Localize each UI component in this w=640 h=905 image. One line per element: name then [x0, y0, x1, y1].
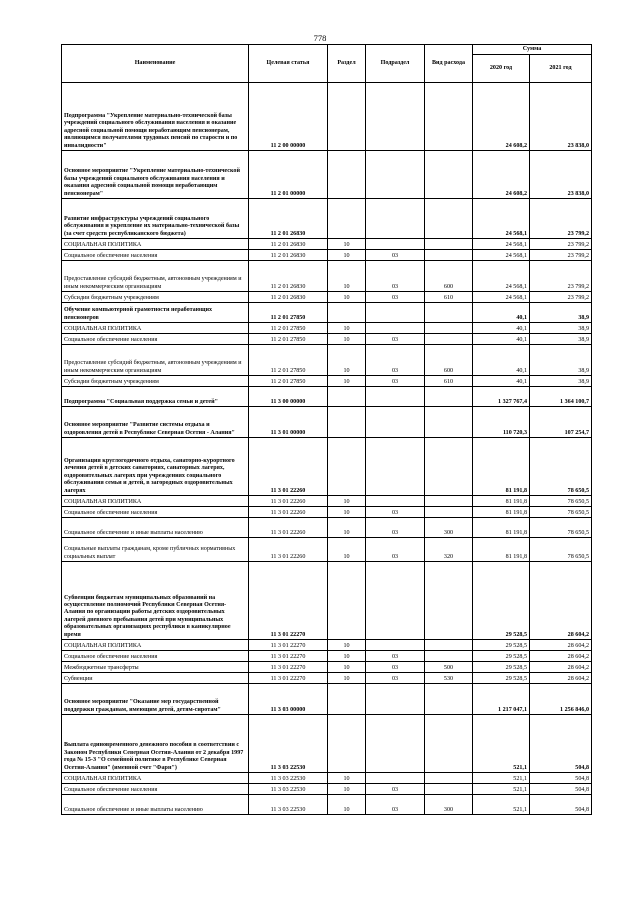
row-expense-type: 530 — [425, 673, 473, 684]
row-sum-2020: 24 568,1 — [473, 239, 530, 250]
row-sum-2020: 29 528,5 — [473, 662, 530, 673]
row-target-code: 11 3 03 22530 — [249, 773, 328, 784]
row-section — [328, 83, 366, 151]
row-target-code: 11 2 01 26830 — [249, 239, 328, 250]
table-row — [62, 376, 592, 387]
row-section: 10 — [328, 773, 366, 784]
row-target-code: 11 3 01 22260 — [249, 438, 328, 496]
row-expense-type: 610 — [425, 292, 473, 303]
row-sum-2020: 24 568,1 — [473, 261, 530, 292]
row-target-code: 11 3 01 22270 — [249, 662, 328, 673]
row-subsection: 03 — [366, 784, 425, 795]
table-row — [62, 518, 592, 538]
row-expense-type — [425, 334, 473, 345]
row-name: Организация круглогодичного отдыха, санаторно-курортного лечения детей в детских санаториях, санаторных лагерях, оздоровительных лагерях при учреждениях социального обслуживания семьи и детей, в загородных оздоровительных лагерях — [62, 438, 249, 496]
table-row — [62, 407, 592, 438]
row-subsection: 03 — [366, 673, 425, 684]
row-expense-type — [425, 199, 473, 239]
row-subsection — [366, 387, 425, 407]
row-name: Подпрограмма "Социальная поддержка семьи и детей" — [62, 387, 249, 407]
row-section — [328, 407, 366, 438]
row-sum-2021: 23 838,0 — [530, 151, 592, 199]
row-subsection — [366, 303, 425, 323]
row-sum-2020: 521,1 — [473, 795, 530, 815]
row-target-code: 11 2 01 26830 — [249, 292, 328, 303]
row-target-code: 11 3 00 00000 — [249, 387, 328, 407]
header-expense-type: Вид расхода — [425, 45, 473, 83]
row-sum-2021: 504,8 — [530, 784, 592, 795]
row-name: СОЦИАЛЬНАЯ ПОЛИТИКА — [62, 640, 249, 651]
row-sum-2021: 23 799,2 — [530, 250, 592, 261]
row-sum-2020: 29 528,5 — [473, 562, 530, 640]
row-name: Выплата единовременного денежного пособия в соответствии с Законом Республики Северная Осетия-Алания от 2 декабря 1997 года № 15-З "О семейной политике в Республике Северная Осетия-Алания" (именной счет "Фарн") — [62, 715, 249, 773]
row-subsection: 03 — [366, 795, 425, 815]
budget-table — [61, 44, 592, 815]
table-row — [62, 387, 592, 407]
row-sum-2021: 28 604,2 — [530, 662, 592, 673]
row-sum-2021: 28 604,2 — [530, 562, 592, 640]
row-subsection: 03 — [366, 507, 425, 518]
row-name: Основное мероприятие "Оказание мер государственной поддержки гражданам, имеющим детей, детям-сиротам" — [62, 684, 249, 715]
row-section — [328, 303, 366, 323]
row-section: 10 — [328, 334, 366, 345]
row-target-code: 11 3 01 22260 — [249, 496, 328, 507]
row-sum-2020: 40,1 — [473, 345, 530, 376]
row-sum-2021: 23 799,2 — [530, 239, 592, 250]
row-section — [328, 562, 366, 640]
row-name: Социальное обеспечение и иные выплаты населению — [62, 518, 249, 538]
row-expense-type — [425, 239, 473, 250]
row-sum-2021: 504,8 — [530, 715, 592, 773]
row-target-code: 11 3 03 22530 — [249, 795, 328, 815]
table-row — [62, 83, 592, 151]
row-sum-2021: 504,8 — [530, 795, 592, 815]
row-sum-2021: 78 650,5 — [530, 438, 592, 496]
row-sum-2020: 110 720,3 — [473, 407, 530, 438]
table-row — [62, 345, 592, 376]
table-row — [62, 662, 592, 673]
row-sum-2021: 28 604,2 — [530, 640, 592, 651]
row-expense-type — [425, 407, 473, 438]
row-subsection — [366, 407, 425, 438]
table-row — [62, 438, 592, 496]
row-target-code: 11 3 01 00000 — [249, 407, 328, 438]
row-section — [328, 199, 366, 239]
row-expense-type — [425, 562, 473, 640]
row-name: Субвенции — [62, 673, 249, 684]
row-section: 10 — [328, 292, 366, 303]
row-sum-2021: 38,9 — [530, 323, 592, 334]
row-name: Основное мероприятие "Укрепление материально-технической базы учреждений социального обслуживания населения и оказания адресной социальной помощи неработающим пенсионерам" — [62, 151, 249, 199]
row-subsection: 03 — [366, 662, 425, 673]
row-sum-2021: 78 650,5 — [530, 518, 592, 538]
row-subsection: 03 — [366, 334, 425, 345]
row-sum-2020: 40,1 — [473, 376, 530, 387]
header-section: Раздел — [328, 45, 366, 83]
table-row — [62, 673, 592, 684]
table-row — [62, 199, 592, 239]
page-number: 778 — [313, 33, 327, 43]
row-sum-2020: 521,1 — [473, 784, 530, 795]
row-section: 10 — [328, 795, 366, 815]
row-section — [328, 438, 366, 496]
row-expense-type — [425, 387, 473, 407]
row-expense-type — [425, 507, 473, 518]
row-sum-2021: 504,8 — [530, 773, 592, 784]
row-sum-2021: 28 604,2 — [530, 673, 592, 684]
row-sum-2021: 1 364 100,7 — [530, 387, 592, 407]
row-sum-2020: 40,1 — [473, 303, 530, 323]
row-sum-2021: 28 604,2 — [530, 651, 592, 662]
row-name: Социальные выплаты гражданам, кроме публичных нормативных социальных выплат — [62, 538, 249, 562]
row-target-code: 11 3 01 22260 — [249, 538, 328, 562]
row-sum-2021: 23 799,2 — [530, 292, 592, 303]
table-row — [62, 303, 592, 323]
row-subsection — [366, 773, 425, 784]
row-target-code: 11 3 03 22530 — [249, 784, 328, 795]
row-sum-2020: 81 191,8 — [473, 438, 530, 496]
row-target-code: 11 2 01 27850 — [249, 345, 328, 376]
header-name: Наименование — [62, 45, 249, 83]
row-name: Межбюджетные трансферты — [62, 662, 249, 673]
row-subsection: 03 — [366, 250, 425, 261]
row-subsection — [366, 239, 425, 250]
row-name: Подпрограмма "Укрепление материально-технической базы учреждений социального обслуживания населения и оказание адресной социальной помощи неработающим пенсионерам, являющимся получателями трудовых пенсий по старости и по инвалидности" — [62, 83, 249, 151]
row-target-code: 11 3 01 22260 — [249, 507, 328, 518]
row-name: Предоставление субсидий бюджетным, автономным учреждениям и иным некоммерческим организациям — [62, 261, 249, 292]
table-row — [62, 784, 592, 795]
row-target-code: 11 3 03 22530 — [249, 715, 328, 773]
header-subsection: Подраздел — [366, 45, 425, 83]
row-sum-2020: 24 568,1 — [473, 199, 530, 239]
row-target-code: 11 3 01 22260 — [249, 518, 328, 538]
row-target-code: 11 2 01 26830 — [249, 250, 328, 261]
row-expense-type — [425, 303, 473, 323]
row-subsection — [366, 199, 425, 239]
row-subsection: 03 — [366, 261, 425, 292]
row-name: Социальное обеспечение и иные выплаты населению — [62, 795, 249, 815]
row-sum-2020: 81 191,8 — [473, 507, 530, 518]
row-target-code: 11 2 01 27850 — [249, 323, 328, 334]
row-subsection — [366, 323, 425, 334]
row-name: СОЦИАЛЬНАЯ ПОЛИТИКА — [62, 239, 249, 250]
row-sum-2021: 23 799,2 — [530, 199, 592, 239]
row-name: Развитие инфраструктуры учреждений социального обслуживания и укрепление их материально-технической базы (за счет средств республиканского бюджета) — [62, 199, 249, 239]
row-expense-type — [425, 715, 473, 773]
row-sum-2020: 81 191,8 — [473, 518, 530, 538]
row-target-code: 11 2 01 27850 — [249, 376, 328, 387]
row-sum-2020: 1 217 047,1 — [473, 684, 530, 715]
row-sum-2020: 521,1 — [473, 773, 530, 784]
table-row — [62, 640, 592, 651]
row-expense-type — [425, 496, 473, 507]
row-target-code: 11 3 03 00000 — [249, 684, 328, 715]
table-row — [62, 292, 592, 303]
row-target-code: 11 2 01 27850 — [249, 303, 328, 323]
row-expense-type: 610 — [425, 376, 473, 387]
row-subsection: 03 — [366, 651, 425, 662]
row-section: 10 — [328, 496, 366, 507]
row-section: 10 — [328, 345, 366, 376]
row-expense-type — [425, 773, 473, 784]
row-name: Субсидии бюджетным учреждениям — [62, 376, 249, 387]
row-sum-2021: 38,9 — [530, 376, 592, 387]
row-sum-2020: 24 568,1 — [473, 292, 530, 303]
row-section: 10 — [328, 662, 366, 673]
row-subsection: 03 — [366, 538, 425, 562]
row-section: 10 — [328, 376, 366, 387]
table-row — [62, 151, 592, 199]
row-section: 10 — [328, 784, 366, 795]
table-row — [62, 538, 592, 562]
table-row — [62, 684, 592, 715]
row-name: Социальное обеспечение населения — [62, 507, 249, 518]
row-name: Социальное обеспечение населения — [62, 250, 249, 261]
row-section: 10 — [328, 538, 366, 562]
row-target-code: 11 2 01 00000 — [249, 151, 328, 199]
row-name: СОЦИАЛЬНАЯ ПОЛИТИКА — [62, 773, 249, 784]
row-sum-2021: 23 838,0 — [530, 83, 592, 151]
row-sum-2020: 1 327 767,4 — [473, 387, 530, 407]
row-expense-type — [425, 651, 473, 662]
table-row — [62, 334, 592, 345]
row-section: 10 — [328, 261, 366, 292]
row-sum-2020: 24 608,2 — [473, 151, 530, 199]
row-expense-type: 300 — [425, 795, 473, 815]
row-section: 10 — [328, 518, 366, 538]
row-sum-2020: 81 191,8 — [473, 496, 530, 507]
row-section: 10 — [328, 651, 366, 662]
header-sum: Сумма — [473, 45, 592, 55]
row-sum-2020: 40,1 — [473, 334, 530, 345]
table-body — [62, 83, 592, 815]
row-section: 10 — [328, 250, 366, 261]
row-section: 10 — [328, 673, 366, 684]
table-row — [62, 323, 592, 334]
row-subsection: 03 — [366, 376, 425, 387]
row-name: СОЦИАЛЬНАЯ ПОЛИТИКА — [62, 496, 249, 507]
row-section: 10 — [328, 323, 366, 334]
row-subsection — [366, 438, 425, 496]
row-expense-type — [425, 640, 473, 651]
row-sum-2020: 81 191,8 — [473, 538, 530, 562]
row-sum-2020: 29 528,5 — [473, 651, 530, 662]
row-subsection — [366, 715, 425, 773]
row-subsection — [366, 684, 425, 715]
row-sum-2021: 78 650,5 — [530, 496, 592, 507]
row-name: Социальное обеспечение населения — [62, 651, 249, 662]
row-sum-2020: 24 568,1 — [473, 250, 530, 261]
header-year-2021: 2021 год — [530, 55, 592, 83]
row-subsection: 03 — [366, 292, 425, 303]
row-expense-type — [425, 784, 473, 795]
row-target-code: 11 3 01 22270 — [249, 562, 328, 640]
row-name: Социальное обеспечение населения — [62, 784, 249, 795]
row-expense-type: 500 — [425, 662, 473, 673]
table-row — [62, 651, 592, 662]
row-target-code: 11 2 01 27850 — [249, 334, 328, 345]
row-expense-type — [425, 151, 473, 199]
table-row — [62, 496, 592, 507]
row-section: 10 — [328, 640, 366, 651]
table-row — [62, 795, 592, 815]
row-section — [328, 684, 366, 715]
row-subsection — [366, 151, 425, 199]
row-target-code: 11 3 01 22270 — [249, 673, 328, 684]
row-expense-type — [425, 83, 473, 151]
row-sum-2020: 29 528,5 — [473, 640, 530, 651]
row-subsection — [366, 562, 425, 640]
row-section — [328, 151, 366, 199]
row-subsection — [366, 496, 425, 507]
row-sum-2021: 78 650,5 — [530, 507, 592, 518]
row-expense-type: 600 — [425, 345, 473, 376]
row-target-code: 11 3 01 22270 — [249, 640, 328, 651]
row-subsection — [366, 83, 425, 151]
header-year-2020: 2020 год — [473, 55, 530, 83]
table-row — [62, 715, 592, 773]
table-row — [62, 261, 592, 292]
row-target-code: 11 2 01 26830 — [249, 199, 328, 239]
row-expense-type — [425, 323, 473, 334]
row-sum-2021: 38,9 — [530, 345, 592, 376]
row-name: Основное мероприятие "Развитие системы отдыха и оздоровления детей в Республике Северная Осетия - Алания" — [62, 407, 249, 438]
table-row — [62, 562, 592, 640]
row-section: 10 — [328, 239, 366, 250]
row-section — [328, 715, 366, 773]
row-sum-2021: 38,9 — [530, 334, 592, 345]
row-expense-type — [425, 250, 473, 261]
row-name: Социальное обеспечение населения — [62, 334, 249, 345]
row-sum-2021: 107 254,7 — [530, 407, 592, 438]
row-sum-2021: 78 650,5 — [530, 538, 592, 562]
table-row — [62, 239, 592, 250]
row-section: 10 — [328, 507, 366, 518]
row-target-code: 11 2 00 00000 — [249, 83, 328, 151]
row-sum-2021: 1 256 846,0 — [530, 684, 592, 715]
row-subsection: 03 — [366, 518, 425, 538]
row-name: Субсидии бюджетным учреждениям — [62, 292, 249, 303]
table-header — [62, 45, 592, 83]
row-expense-type — [425, 438, 473, 496]
table-row — [62, 507, 592, 518]
row-section — [328, 387, 366, 407]
row-name: Обучение компьютерной грамотности неработающих пенсионеров — [62, 303, 249, 323]
row-sum-2021: 23 799,2 — [530, 261, 592, 292]
row-name: Предоставление субсидий бюджетным, автономным учреждениям и иным некоммерческим организациям — [62, 345, 249, 376]
row-sum-2020: 24 608,2 — [473, 83, 530, 151]
row-sum-2021: 38,9 — [530, 303, 592, 323]
row-name: Субвенции бюджетам муниципальных образований на осуществление полномочий Республики Северная Осетия-Алания по организации работы детских оздоровительных лагерей дневного пребывания детей при муниципальных образовательных организациях республики в каникулярное время — [62, 562, 249, 640]
row-subsection — [366, 640, 425, 651]
row-expense-type: 300 — [425, 518, 473, 538]
row-sum-2020: 40,1 — [473, 323, 530, 334]
row-sum-2020: 521,1 — [473, 715, 530, 773]
row-expense-type — [425, 684, 473, 715]
row-sum-2020: 29 528,5 — [473, 673, 530, 684]
row-expense-type: 600 — [425, 261, 473, 292]
header-code: Целевая статья — [249, 45, 328, 83]
row-expense-type: 320 — [425, 538, 473, 562]
row-subsection: 03 — [366, 345, 425, 376]
table-row — [62, 773, 592, 784]
row-target-code: 11 2 01 26830 — [249, 261, 328, 292]
table-row — [62, 250, 592, 261]
row-target-code: 11 3 01 22270 — [249, 651, 328, 662]
row-name: СОЦИАЛЬНАЯ ПОЛИТИКА — [62, 323, 249, 334]
